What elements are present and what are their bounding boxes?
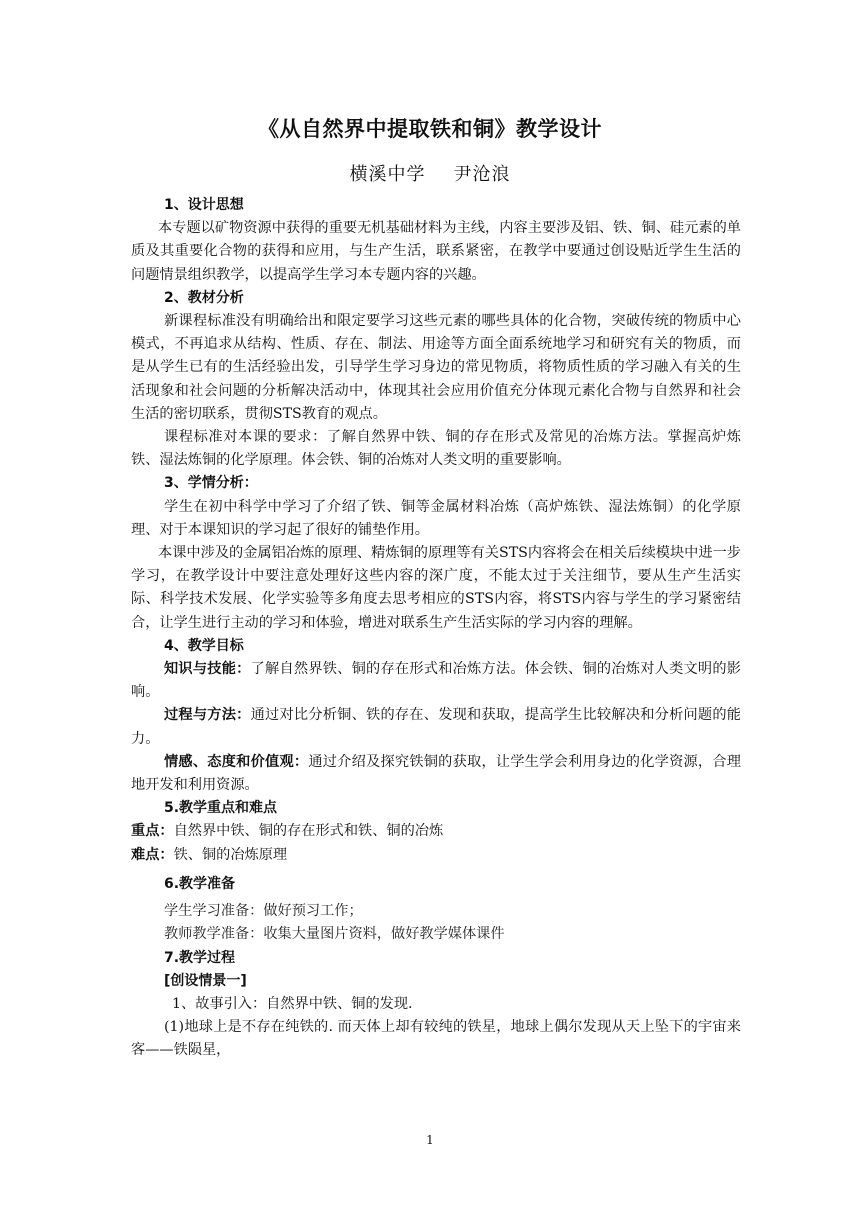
key-point [131, 820, 741, 843]
student-preparation: 学生学习准备：做好预习工作； [164, 903, 363, 920]
objective-process [131, 704, 741, 750]
section-heading-1: 1、设计思想 [164, 197, 244, 213]
scene-heading: [创设情景一] [164, 972, 247, 989]
process-subitem: (1)地球上是不存在纯铁的. 而天体上却有较纯的铁星，地球上偶尔发现从天上坠下的宇宙来客——铁陨星， [131, 1019, 741, 1059]
difficult-point-text: 铁、铜的冶炼原理 [173, 846, 288, 863]
paragraph: 课程标准对本课的要求：了解自然界中铁、铜的存在形式及常见的冶炼方法。掌握高炉炼铁、湿法炼铜的化学原理。体会铁、铜的冶炼对人类文明的重要影响。 [131, 429, 741, 469]
document-title: 《从自然界中提取铁和铜》教学设计 [258, 117, 602, 141]
difficult-point-label: 难点： [131, 846, 174, 863]
section-heading-6: 6.教学准备 [164, 875, 236, 892]
paragraph: 本课中涉及的金属铝冶炼的原理、精炼铜的原理等有关STS内容将会在相关后续模块中进一步学习，在教学设计中要注意处理好这些内容的深广度，不能太过于关注细节，要从生产生活实际、科学技术发展、化学实验等多角度去思考相应的STS内容，将STS内容与学生的学习紧密结合，让学生进行主动的学习和体验，增进对联系生产生活实际的学习内容的理解。 [131, 545, 741, 631]
objective-knowledge [131, 658, 741, 704]
objective-emotion [131, 751, 741, 797]
author-school: 横溪中学 [349, 164, 426, 185]
difficult-point [131, 844, 741, 867]
page-number: 1 [426, 1133, 434, 1147]
paragraph: 学生在初中科学中学习了介绍了铁、铜等金属材料冶炼（高炉炼铁、湿法炼铜）的化学原理、对于本课知识的学习起了很好的铺垫作用。 [131, 498, 741, 538]
author-name: 尹沧浪 [453, 164, 511, 185]
document-body [131, 194, 741, 1063]
section-heading-7: 7.教学过程 [164, 949, 236, 966]
teacher-preparation: 教师教学准备：收集大量图片资料，做好教学媒体课件 [164, 926, 505, 943]
objective-text: 通过介绍及探究铁铜的获取，让学生学会利用身边的化学资源，合理地开发和利用资源。 [131, 753, 741, 794]
process-item: 1、故事引入：自然界中铁、铜的发现. [172, 995, 413, 1012]
objective-text: 通过对比分析铜、铁的存在、发现和获取，提高学生比较解决和分析问题的能力。 [131, 707, 741, 747]
section-heading-3: 3、学情分析： [164, 475, 258, 492]
author-line [0, 160, 860, 186]
section-heading-2: 2、教材分析 [164, 289, 244, 306]
section-heading-5: 5.教学重点和难点 [164, 800, 278, 817]
paragraph: 新课程标准没有明确给出和限定要学习这些元素的哪些具体的化合物，突破传统的物质中心模式，不再追求从结构、性质、存在、制法、用途等方面全面系统地学习和研究有关的物质，而是从学生已有的生活经验出发，引导学生学习身边的常见物质，将物质性质的学习融入有关的生活现象和社会问题的分析解决活动中，体现其社会应用价值充分体现元素化合物与自然界和社会生活的密切联系，贯彻STS教育的观点。 [131, 313, 741, 422]
key-point-label: 重点： [131, 823, 174, 840]
paragraph: 本专题以矿物资源中获得的重要无机基础材料为主线，内容主要涉及铝、铁、铜、硅元素的单质及其重要化合物的获得和应用，与生产生活，联系紧密，在教学中要通过创设贴近学生生活的问题情景组织教学，以提高学生学习本专题内容的兴趣。 [131, 220, 741, 283]
key-point-text: 自然界中铁、铜的存在形式和铁、铜的冶炼 [173, 823, 444, 840]
objective-label: 情感、态度和价值观： [164, 753, 309, 770]
section-heading-4: 4、教学目标 [164, 637, 244, 654]
objective-label: 过程与方法： [164, 707, 251, 724]
objective-text: 了解自然界铁、铜的存在形式和冶炼方法。体会铁、铜的冶炼对人类文明的影响。 [131, 661, 741, 701]
objective-label: 知识与技能： [164, 661, 251, 678]
